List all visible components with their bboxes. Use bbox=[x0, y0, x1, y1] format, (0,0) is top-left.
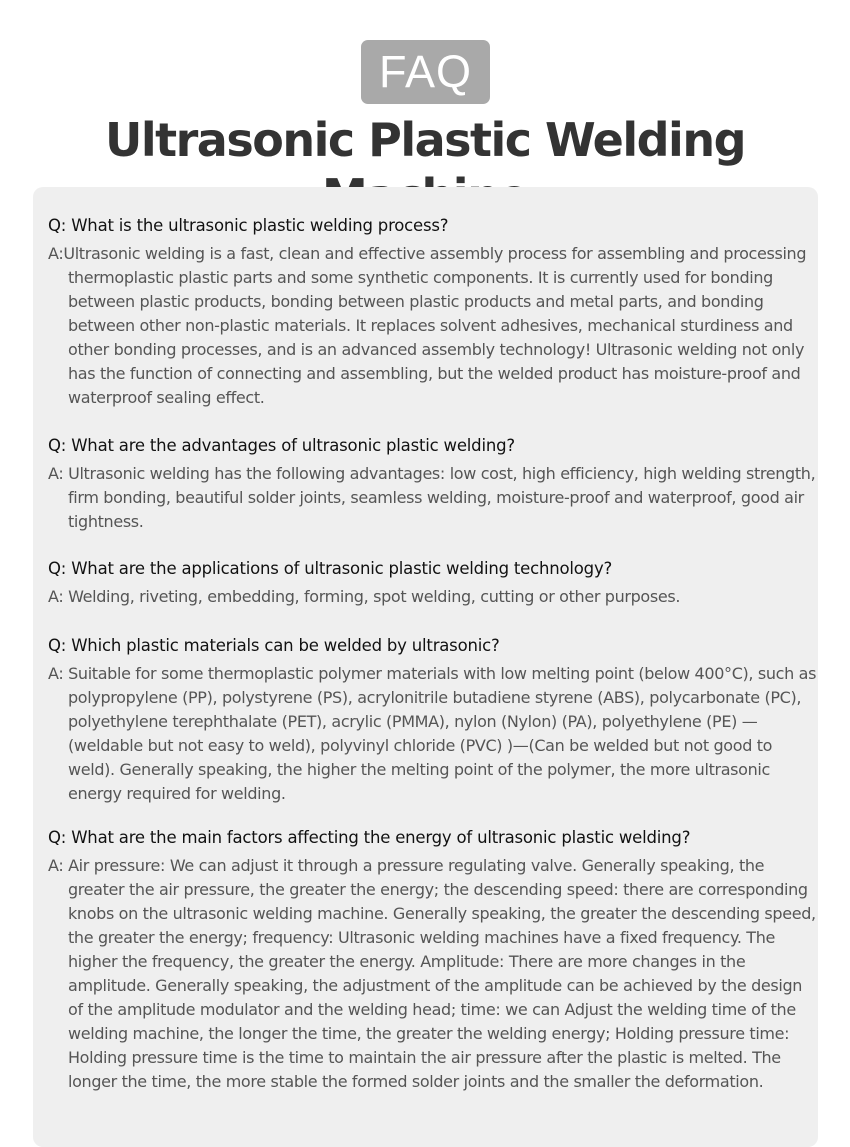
faq-answer: A: Welding, riveting, embedding, forming, spot welding, cutting or other purposes. bbox=[48, 587, 681, 606]
faq-question: Q: What is the ultrasonic plastic welding process? bbox=[48, 216, 449, 235]
faq-question: Q: Which plastic materials can be welded by ultrasonic? bbox=[48, 636, 500, 655]
faq-item-materials bbox=[48, 634, 818, 806]
faq-question: Q: What are the applications of ultrasonic plastic welding technology? bbox=[48, 559, 613, 578]
faq-answer: A: Ultrasonic welding has the following advantages: low cost, high efficiency, high welding strength, firm bonding, beautiful solder joints, seamless welding, moisture-proof and waterproof, good air tightness. bbox=[48, 464, 816, 531]
faq-answer: A: Suitable for some thermoplastic polymer materials with low melting point (below 400°C), such as polypropylene (PP), polystyrene (PS), acrylonitrile butadiene styrene (ABS), polycarbonate (PC), polyethylene terephthalate (PET), acrylic (PMMA), nylon (Nylon) (PA), polyethylene (PE) — (weldable but not easy to weld), polyvinyl chloride (PVC) )—(Can be welded but not good to weld). Generally speaking, the higher the melting point of the polymer, the more ultrasonic energy required for welding. bbox=[48, 664, 817, 803]
faq-item-energy-factors bbox=[48, 826, 818, 1094]
page-title: Ultrasonic Plastic Welding bbox=[105, 113, 745, 167]
faq-answer: A: Air pressure: We can adjust it through a pressure regulating valve. Generally speaking, the greater the air pressure, the greater the energy; the descending speed: there are corresponding knobs on the ultrasonic welding machine. Generally speaking, the greater the descending speed, the greater the energy; frequency: Ultrasonic welding machines have a fixed frequency. The higher the frequency, the greater the energy. Amplitude: There are more changes in the amplitude. Generally speaking, the adjustment of the amplitude can be achieved by the design of the amplitude modulator and the welding head; time: we can Adjust the welding time of the welding machine, the longer the time, the greater the welding energy; Holding pressure time: Holding pressure time is the time to maintain the air pressure after the plastic is melted. The longer the time, the more stable the formed solder joints and the smaller the deformation. bbox=[48, 856, 816, 1091]
faq-question: Q: What are the advantages of ultrasonic plastic welding? bbox=[48, 436, 515, 455]
faq-badge: FAQ bbox=[361, 40, 490, 104]
faq-question: Q: What are the main factors affecting the energy of ultrasonic plastic welding? bbox=[48, 828, 691, 847]
faq-item-process bbox=[48, 214, 818, 410]
faq-item-applications bbox=[48, 557, 818, 609]
faq-answer: A:Ultrasonic welding is a fast, clean and effective assembly process for assembling and processing thermoplastic plastic parts and some synthetic components. It is currently used for bonding between plastic products, bonding between plastic products and metal parts, and bonding between other non-plastic materials. It replaces solvent adhesives, mechanical sturdiness and other bonding processes, and is an advanced assembly technology! Ultrasonic welding not only has the function of connecting and assembling, but the welded product has moisture-proof and waterproof sealing effect. bbox=[48, 244, 807, 407]
faq-item-advantages bbox=[48, 434, 818, 534]
